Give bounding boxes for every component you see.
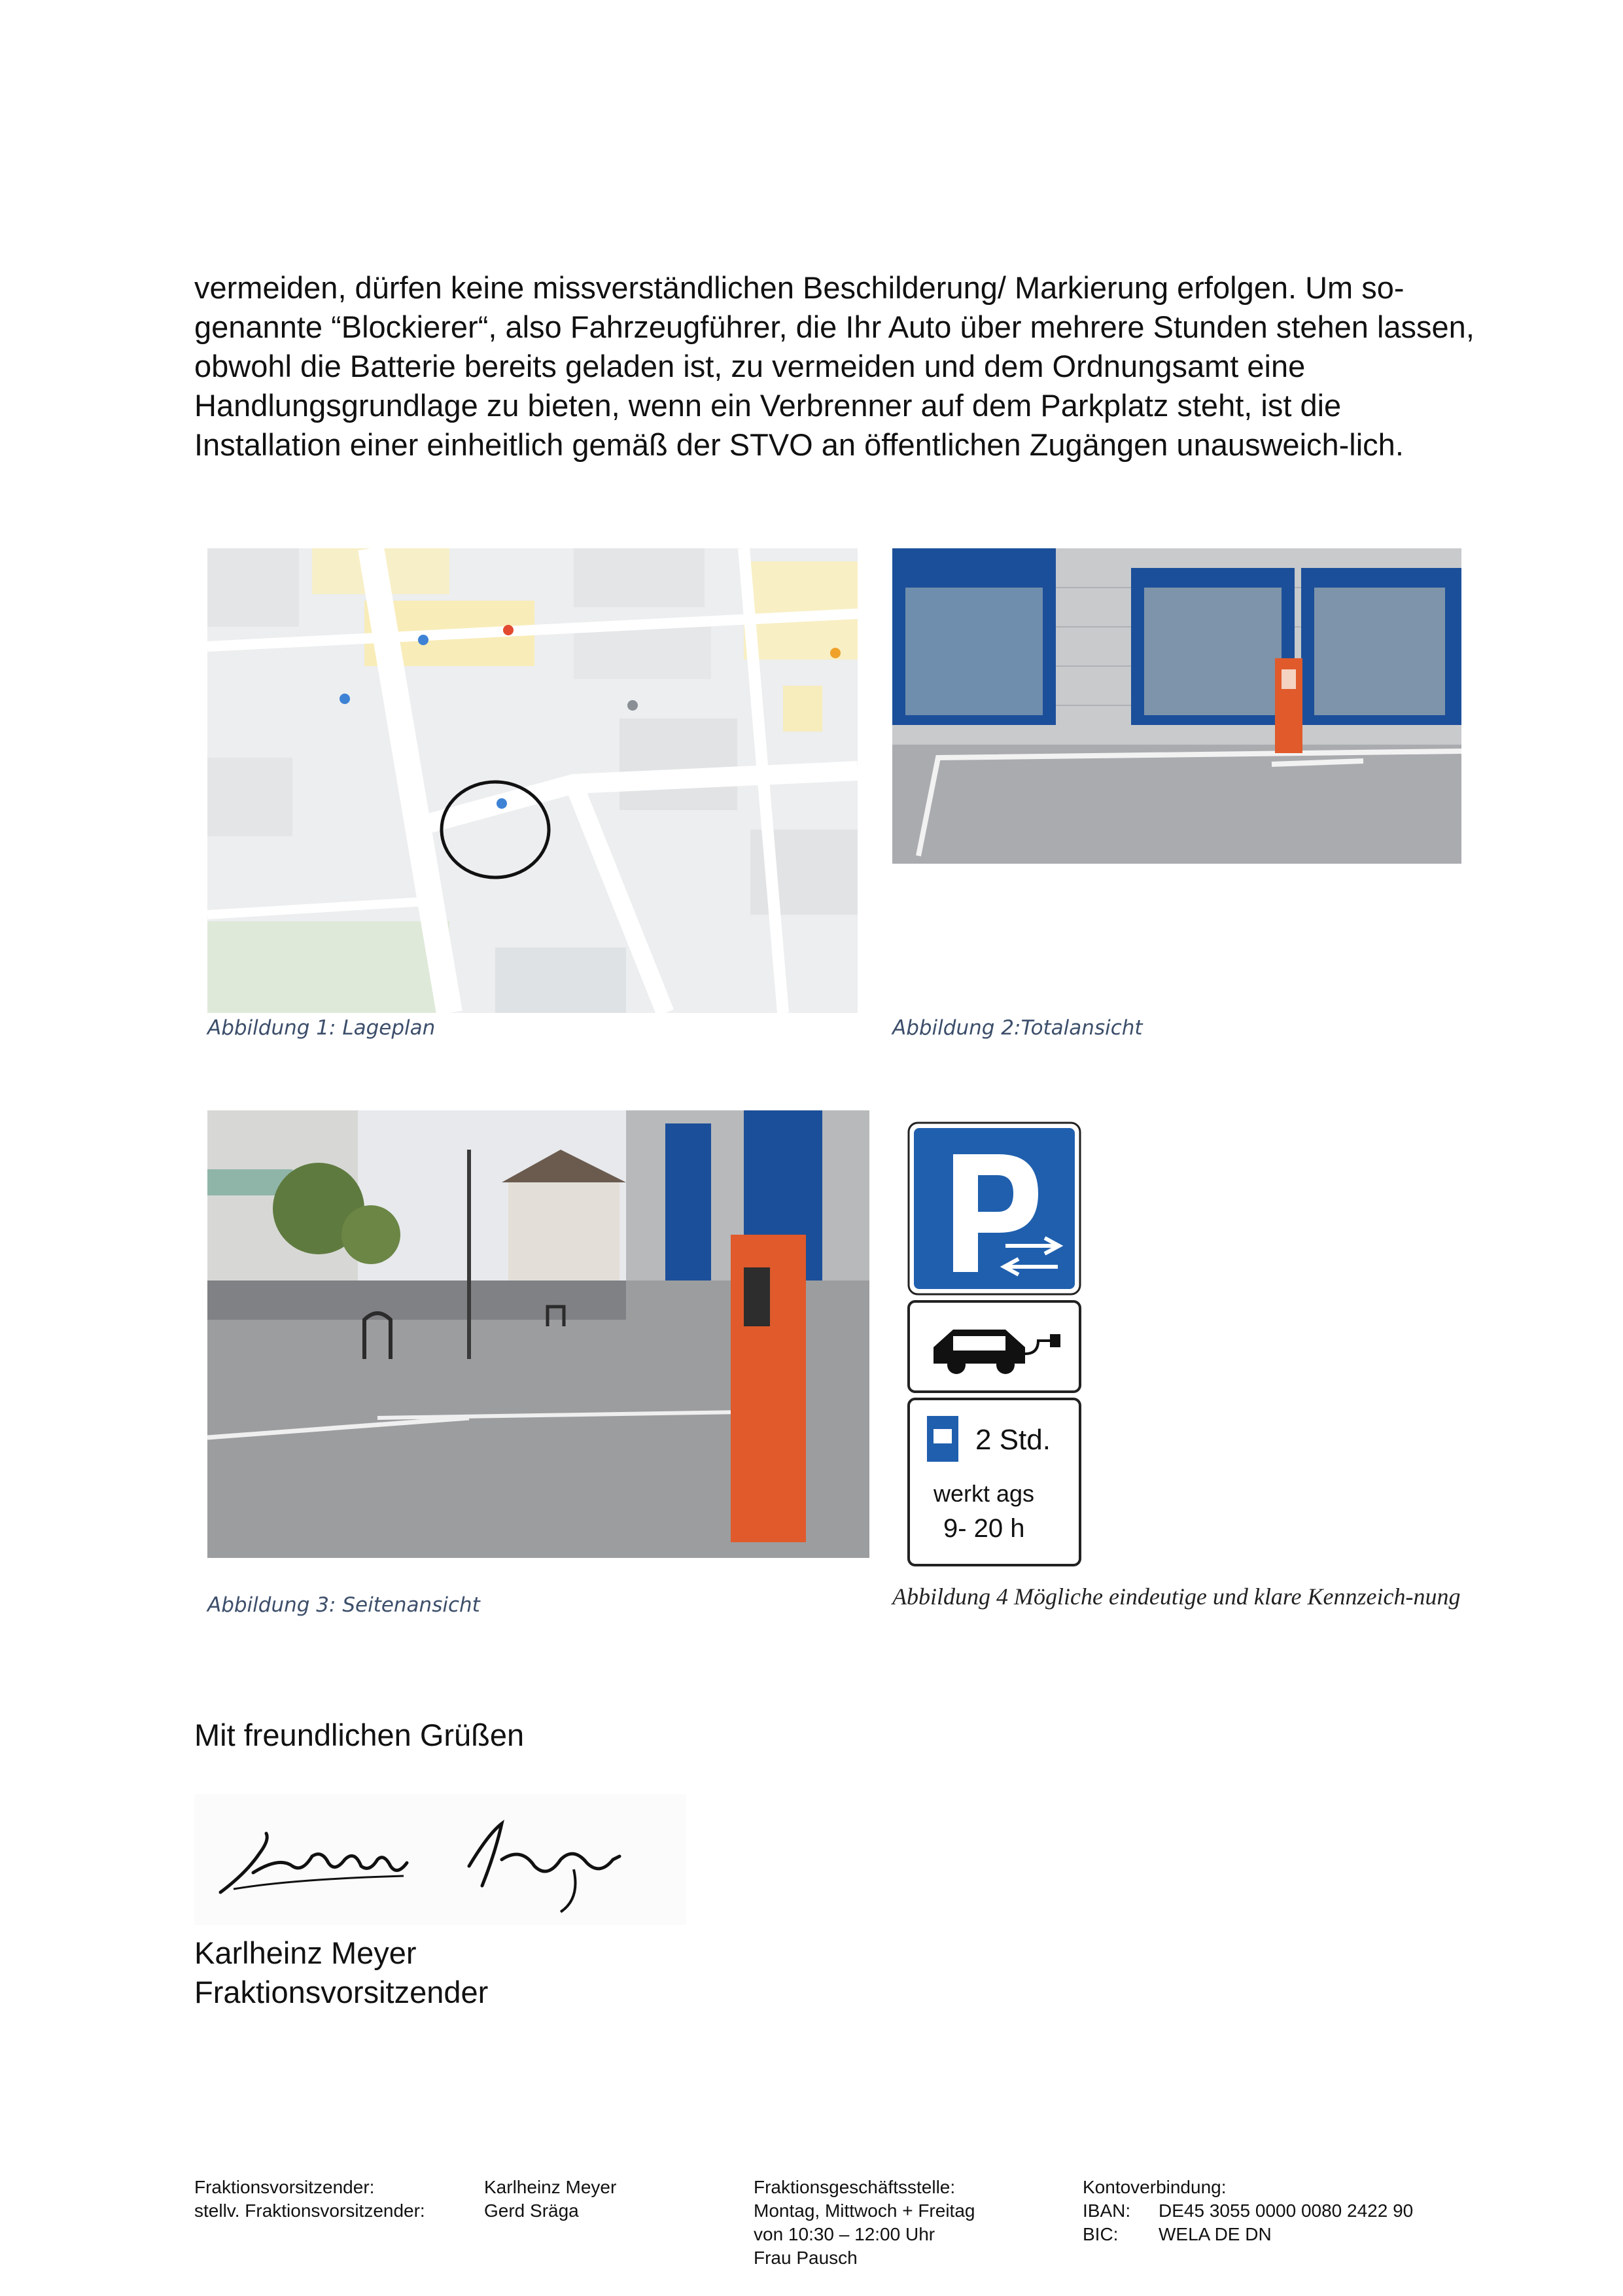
signer-role: Fraktionsvorsitzender (194, 1975, 489, 2009)
footer-office-1: Fraktionsgeschäftsstelle: (754, 2177, 956, 2197)
footer-col-names (484, 2176, 616, 2223)
sign-days: werkt ags (934, 1480, 1035, 1507)
signature-image (194, 1794, 686, 1925)
figure-2-caption: Abbildung 2:Totalansicht (892, 1016, 1143, 1040)
footer-iban-label: IBAN: (1083, 2200, 1131, 2221)
footer-office-4: Frau Pausch (754, 2248, 858, 2268)
footer-col-bank (1083, 2176, 1413, 2246)
figure-map (207, 548, 858, 1013)
side-view-image (207, 1110, 869, 1558)
signer-name: Karlheinz Meyer (194, 1935, 417, 1970)
signature (194, 1794, 686, 1925)
figure-3-caption: Abbildung 3: Seitenansicht (207, 1593, 480, 1617)
figure-total-view (892, 548, 1461, 864)
footer-office-2: Montag, Mittwoch + Freitag (754, 2200, 975, 2221)
footer-col-office (754, 2176, 975, 2270)
footer-bic-label: BIC: (1083, 2224, 1119, 2244)
footer-role-2: stellv. Fraktionsvorsitzender: (194, 2200, 425, 2221)
sign-hours: 2 Std. (975, 1424, 1051, 1456)
total-view-image (892, 548, 1461, 864)
footer-bank-title: Kontoverbindung: (1083, 2177, 1227, 2197)
map-image (207, 548, 858, 1013)
footer-col-roles (194, 2176, 425, 2223)
footer-iban-value: DE45 3055 0000 0080 2422 90 (1159, 2200, 1414, 2221)
footer-name-1: Karlheinz Meyer (484, 2177, 617, 2197)
figure-side-view (207, 1110, 869, 1558)
footer-role-1: Fraktionsvorsitzender: (194, 2177, 375, 2197)
footer-bic-value: WELA DE DN (1159, 2224, 1272, 2244)
footer-name-2: Gerd Sräga (484, 2200, 579, 2221)
figure-1-caption: Abbildung 1: Lageplan (207, 1016, 436, 1040)
sign-time: 9- 20 h (943, 1514, 1025, 1543)
footer-office-3: von 10:30 – 12:00 Uhr (754, 2224, 935, 2244)
figure-traffic-signs (907, 1122, 1083, 1566)
body-paragraph (194, 268, 1490, 465)
closing-greeting: Mit freundlichen Grüßen (194, 1718, 525, 1752)
paragraph-text: vermeiden, dürfen keine missverständlichen Beschilderung/ Markierung erfolgen. Um so-genannte “Blockierer“, also Fahrzeugführer, die Ihr Auto über mehrere Stunden stehen lassen, obwohl die Batterie bereits geladen ist, zu vermeiden und dem Ordnungsamt eine Handlungsgrundlage zu bieten, wenn ein Verbrenner auf dem Parkplatz steht, ist die Installation einer einheitlich gemäß der STVO an öffentlichen Zugängen unausweich-lich. (194, 270, 1475, 462)
figure-4-caption: Abbildung 4 Mögliche eindeutige und klare Kennzeich-nung (892, 1583, 1461, 1610)
